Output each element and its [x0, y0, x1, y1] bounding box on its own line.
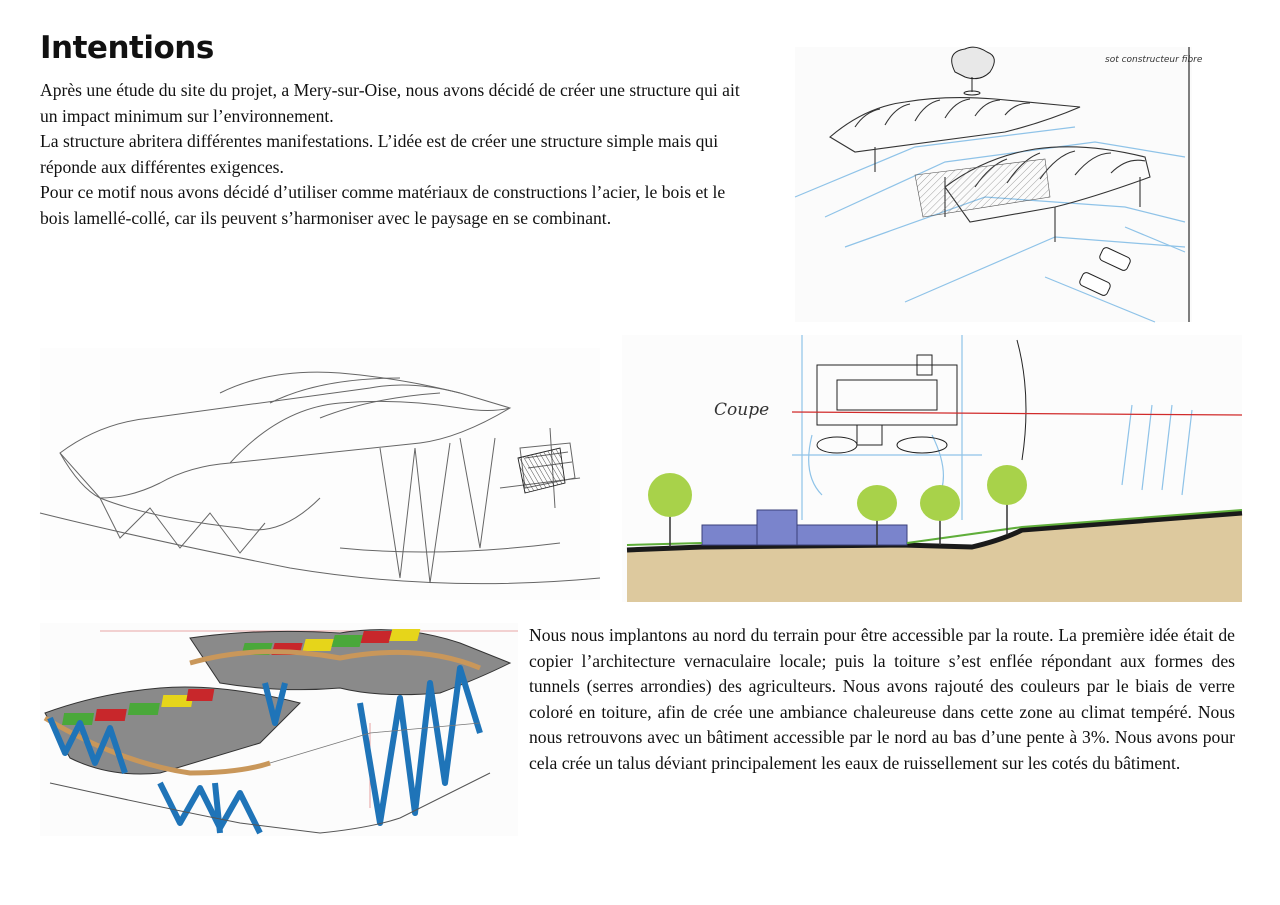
intro-paragraph: Après une étude du site du projet, a Mery-sur-Oise, nous avons décidé de créer une structure qui ait un impact minimum sur l’environnement. [40, 80, 740, 126]
intro-paragraph: Pour ce motif nous avons décidé d’utiliser comme matériaux de constructions l’acier, le bois et le bois lamellé-collé, car ils peuvent s’harmoniser avec le paysage en se combinant. [40, 182, 726, 228]
colored-perspective-sketch [40, 623, 518, 836]
section-sketch [622, 335, 1242, 602]
pencil-perspective-sketch [40, 348, 600, 600]
aerial-note: sot constructeur fibre [1105, 55, 1203, 65]
intro-text [40, 78, 740, 232]
description-text: Nous nous implantons au nord du terrain pour être accessible par la route. La première idée était de copier l’architecture vernaculaire locale; puis la toiture s’est enflée répondant aux formes des tunnels (serres arrondies) des agriculteurs. Nous avons rajouté des couleurs par le biais de verre coloré en toiture, afin de crée une ambiance chaleureuse dans cette zone au climat tempéré. Nous nous retrouvons avec un bâtiment accessible par le nord au bas d’une pente à 3%. Nous avons pour cela crée un talus déviant principalement les eaux de ruissellement sur les cotés du bâtiment. [529, 625, 1235, 773]
section-label: Coupe [714, 400, 770, 420]
page-title: Intentions [40, 30, 214, 66]
intro-paragraph: La structure abritera différentes manifestations. L’idée est de créer une structure simple mais qui réponde aux différentes exigences. [40, 131, 719, 177]
aerial-perspective-sketch [795, 47, 1203, 322]
